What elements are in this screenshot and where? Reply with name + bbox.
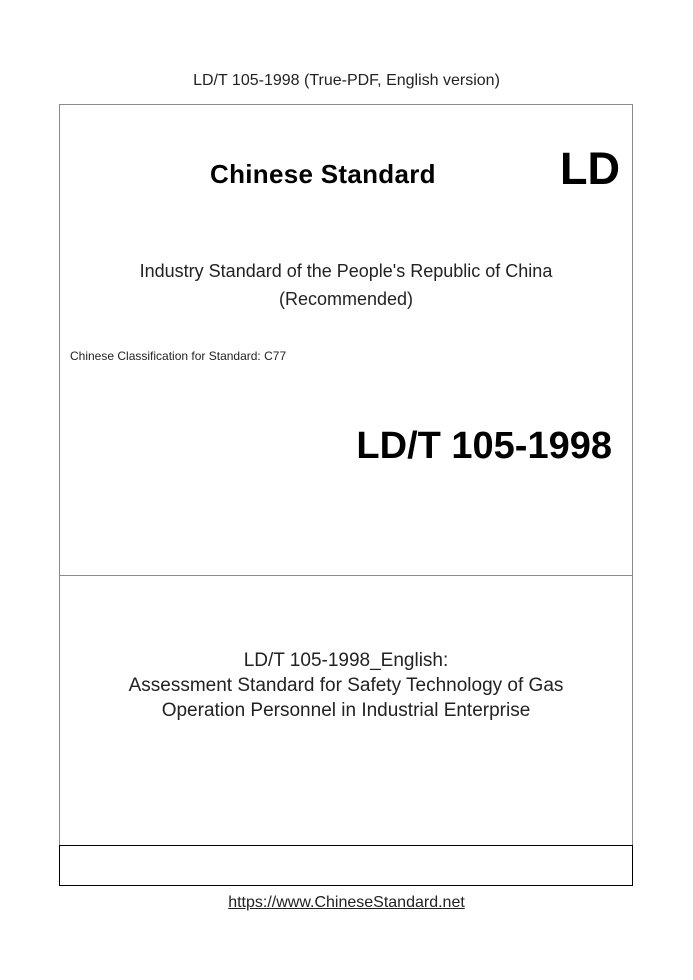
recommended-line: (Recommended) bbox=[278, 289, 414, 309]
cover-upper-section bbox=[60, 105, 632, 575]
brand-title: Chinese Standard bbox=[210, 159, 436, 189]
cover-lower-section bbox=[60, 576, 632, 846]
document-title-line-2: Assessment Standard for Safety Technology of Gas bbox=[128, 675, 564, 696]
brand-code: LD bbox=[560, 143, 620, 194]
document-title-line-3: Operation Personnel in Industrial Enterprise bbox=[161, 700, 531, 721]
standard-number: LD/T 105-1998 bbox=[356, 425, 612, 467]
document-header: LD/T 105-1998 (True-PDF, English version) bbox=[193, 72, 500, 89]
document-title-line-1: LD/T 105-1998_English: bbox=[243, 650, 449, 671]
classification-text: Chinese Classification for Standard: C77 bbox=[70, 349, 287, 363]
cover-frame bbox=[59, 104, 633, 886]
website-link-container bbox=[0, 894, 693, 912]
website-link[interactable]: https://www.ChineseStandard.net bbox=[228, 894, 465, 911]
document-title-block bbox=[60, 648, 632, 723]
footer-box bbox=[59, 845, 633, 886]
industry-standard-line: Industry Standard of the People's Republic of China bbox=[139, 261, 553, 281]
